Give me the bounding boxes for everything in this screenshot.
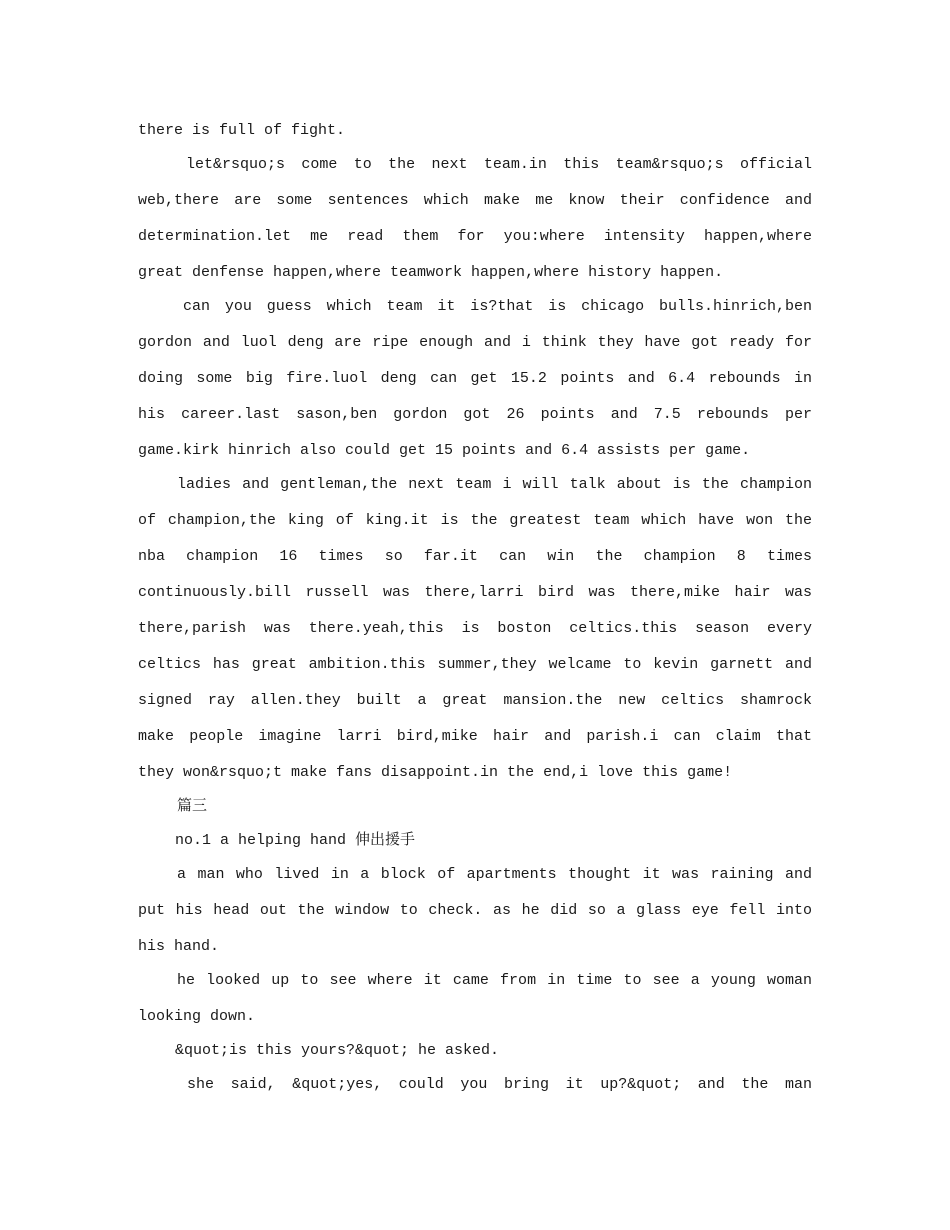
paragraph xyxy=(138,147,812,291)
text-line: his career.last sason,ben gordon got 26 points and 7.5 rebounds per xyxy=(138,406,812,423)
text-line: make people imagine larri bird,mike hair and parish.i can claim that xyxy=(138,728,812,745)
text-line: &quot;is this yours?&quot; he asked. xyxy=(175,1042,500,1059)
text-line: looking down. xyxy=(138,1008,256,1025)
text-line: ladies and gentleman,the next team i will talk about is the champion xyxy=(177,476,812,493)
paragraph xyxy=(138,467,812,791)
text-line: gordon and luol deng are ripe enough and i think they have got ready for xyxy=(138,334,812,351)
story-title xyxy=(138,823,812,859)
text-line: continuously.bill russell was there,larri bird was there,mike hair was xyxy=(138,584,812,601)
text-line: great denfense happen,where teamwork happen,where history happen. xyxy=(138,264,724,281)
text-line: there is full of fight. xyxy=(138,122,346,139)
paragraph xyxy=(138,963,812,1035)
text-line: web,there are some sentences which make me know their confidence and xyxy=(138,192,812,209)
text-line: determination.let me read them for you:where intensity happen,where xyxy=(138,228,812,245)
text-line: let&rsquo;s come to the next team.in this team&rsquo;s official xyxy=(186,156,812,173)
paragraph xyxy=(138,1067,812,1103)
paragraph xyxy=(138,1033,812,1069)
section-heading xyxy=(138,789,812,825)
text-line: she said, &quot;yes, could you bring it up?&quot; and the man xyxy=(187,1076,812,1093)
text-line: doing some big fire.luol deng can get 15.2 points and 6.4 rebounds in xyxy=(138,370,812,387)
text-line: no.1 a helping hand 伸出援手 xyxy=(175,832,416,849)
text-line: of champion,the king of king.it is the greatest team which have won the xyxy=(138,512,812,529)
text-line: celtics has great ambition.this summer,they welcame to kevin garnett and xyxy=(138,656,812,673)
text-line: put his head out the window to check. as he did so a glass eye fell into xyxy=(138,902,812,919)
paragraph xyxy=(138,289,812,469)
text-line: there,parish was there.yeah,this is boston celtics.this season every xyxy=(138,620,812,637)
text-line: he looked up to see where it came from in time to see a young woman xyxy=(177,972,812,989)
text-line: game.kirk hinrich also could get 15 points and 6.4 assists per game. xyxy=(138,442,751,459)
text-line: a man who lived in a block of apartments thought it was raining and xyxy=(177,866,812,883)
paragraph xyxy=(138,113,812,149)
text-line: signed ray allen.they built a great mansion.the new celtics shamrock xyxy=(138,692,812,709)
text-line: nba champion 16 times so far.it can win the champion 8 times xyxy=(138,548,812,565)
text-line: can you guess which team it is?that is chicago bulls.hinrich,ben xyxy=(183,298,812,315)
text-line: they won&rsquo;t make fans disappoint.in the end,i love this game! xyxy=(138,764,733,781)
text-line: 篇三 xyxy=(177,798,208,815)
body-text xyxy=(138,113,812,1103)
text-line: his hand. xyxy=(138,938,220,955)
paragraph xyxy=(138,857,812,965)
